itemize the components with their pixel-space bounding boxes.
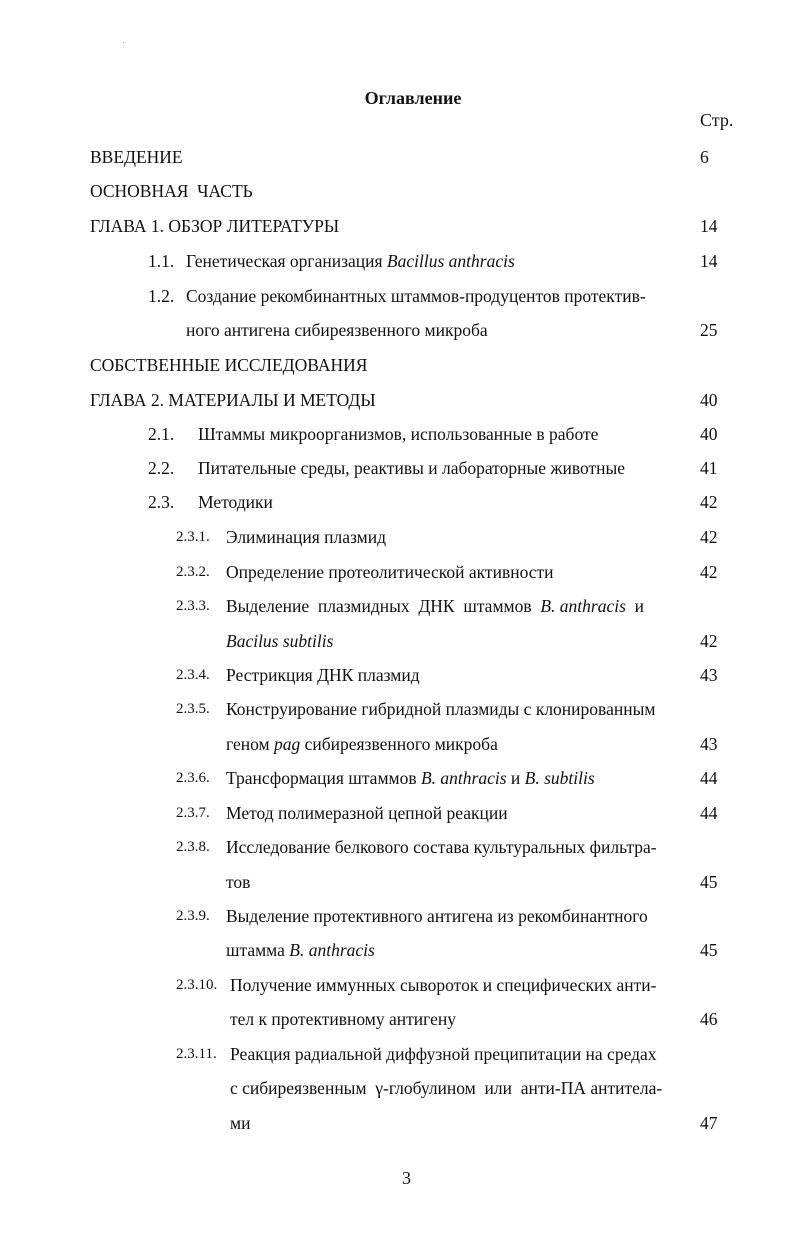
toc-entry-page: 40	[700, 424, 718, 444]
toc-entry-page: 41	[700, 458, 718, 478]
toc-entry-page: 40	[700, 390, 718, 410]
toc-entry-text: ОСНОВНАЯ ЧАСТЬ	[90, 181, 253, 201]
toc-entry-1-1[interactable]	[0, 244, 793, 278]
toc-entry-2-3-3-cont[interactable]	[0, 624, 793, 658]
text-part: Выделение плазмидных ДНК штаммов	[226, 596, 541, 616]
toc-entry-1-2-cont[interactable]	[0, 313, 793, 347]
toc-entry-page: 44	[700, 803, 718, 823]
toc-entry-number: 2.3.9.	[176, 908, 210, 924]
toc-entry-text-line-1: Конструирование гибридной плазмиды с клонированным	[226, 699, 656, 719]
toc-entry-page: 45	[700, 872, 718, 892]
toc-entry-2-3-7[interactable]	[0, 796, 793, 830]
toc-entry-number: 2.3.6.	[176, 770, 210, 786]
text-part: Трансформация штаммов	[226, 768, 421, 788]
toc-entry-2-3-1[interactable]	[0, 520, 793, 554]
toc-entry-text-line-1: Исследование белкового состава культуральных фильтра-	[226, 837, 657, 857]
toc-entry-2-3-11-cont-2[interactable]	[0, 1106, 793, 1140]
toc-entry-text-line-1: Реакция радиальной диффузной преципитации на средах	[230, 1044, 657, 1064]
toc-entry-page: 42	[700, 631, 718, 651]
italic-species-name: B. anthracis	[289, 940, 375, 960]
toc-entry-number: 2.3.2.	[176, 564, 210, 580]
toc-entry-2-3-9-cont[interactable]	[0, 933, 793, 967]
toc-entry-2-3-8[interactable]	[0, 830, 793, 864]
toc-entry-text-line-1: Создание рекомбинантных штаммов-продуцентов протектив-	[186, 286, 646, 306]
toc-section-main-part[interactable]	[0, 174, 793, 208]
text-part: и	[506, 768, 525, 788]
text-part: Генетическая организация	[186, 251, 387, 271]
toc-entry-page: 47	[700, 1113, 718, 1133]
toc-entry-page: 25	[700, 320, 718, 340]
toc-entry-number: 1.1.	[148, 251, 175, 271]
toc-entry-2-3-11-cont[interactable]	[0, 1071, 793, 1105]
toc-entry-number: 2.3.11.	[176, 1046, 217, 1062]
toc-entry-text: Метод полимеразной цепной реакции	[226, 803, 508, 823]
toc-entry-chapter-2[interactable]	[0, 383, 793, 417]
toc-entry-text	[226, 761, 595, 795]
toc-entry-2-3-5[interactable]	[0, 692, 793, 726]
footer-page-number: 3	[402, 1168, 411, 1188]
toc-entry-text-line-2	[226, 933, 375, 967]
toc-entry-page: 14	[700, 216, 718, 236]
toc-entry-number: 2.2.	[148, 458, 175, 478]
toc-entry-number: 2.3.	[148, 492, 175, 512]
toc-entry-page: 42	[700, 527, 718, 547]
italic-species-name: Bacilus subtilis	[226, 631, 334, 651]
toc-entry-text-line-1: Выделение протективного антигена из рекомбинантного	[226, 906, 648, 926]
italic-gene-name: pag	[273, 734, 301, 754]
toc-entry-number: 1.2.	[148, 286, 175, 306]
toc-section-own-research[interactable]	[0, 348, 793, 382]
toc-entry-number: 2.3.5.	[176, 701, 210, 717]
toc-entry-2-2[interactable]	[0, 451, 793, 485]
toc-entry-2-3-10[interactable]	[0, 968, 793, 1002]
toc-entry-text-line-1: Получение иммунных сывороток и специфических анти-	[230, 975, 657, 995]
toc-entry-2-3-10-cont[interactable]	[0, 1002, 793, 1036]
toc-entry-2-3-3[interactable]	[0, 589, 793, 623]
toc-entry-text-line-3: ми	[230, 1113, 251, 1133]
toc-entry-text-line-2: с сибиреязвенным γ-глобулином или анти-ПА антитела-	[230, 1078, 663, 1098]
toc-entry-page: 44	[700, 768, 718, 788]
toc-entry-text: ГЛАВА 1. ОБЗОР ЛИТЕРАТУРЫ	[90, 216, 340, 236]
text-part: и	[625, 596, 645, 616]
toc-entry-page: 14	[700, 251, 718, 271]
italic-species-name: B. anthracis	[420, 768, 507, 788]
toc-entry-number: 2.3.10.	[176, 977, 218, 993]
toc-entry-page: 42	[700, 562, 718, 582]
toc-entry-text: Определение протеолитической активности	[226, 562, 554, 582]
scan-speck	[123, 42, 124, 43]
toc-entry-page: 45	[700, 940, 718, 960]
toc-entry-introduction[interactable]	[0, 140, 793, 174]
toc-entry-text: Питательные среды, реактивы и лабораторные животные	[198, 458, 626, 478]
text-part: штамма	[226, 940, 290, 960]
toc-title: Оглавление	[364, 88, 462, 108]
italic-species-name: B. subtilis	[524, 768, 595, 788]
toc-entry-page: 46	[700, 1009, 718, 1029]
toc-entry-number: 2.3.7.	[176, 805, 210, 821]
toc-entry-2-3-8-cont[interactable]	[0, 865, 793, 899]
toc-entry-2-3-2[interactable]	[0, 555, 793, 589]
italic-species-name: Bacillus anthracis	[386, 251, 515, 271]
toc-entry-text: ГЛАВА 2. МАТЕРИАЛЫ И МЕТОДЫ	[90, 390, 376, 410]
toc-entry-text-line-2	[226, 727, 498, 761]
toc-entry-text-line-2	[226, 624, 333, 658]
toc-entry-text-line-2: ного антигена сибиреязвенного микроба	[186, 320, 488, 340]
italic-species-name: B. anthracis	[540, 596, 626, 616]
toc-entry-number: 2.1.	[148, 424, 175, 444]
toc-entry-number: 2.3.8.	[176, 839, 210, 855]
toc-entry-2-1[interactable]	[0, 417, 793, 451]
toc-entry-1-2[interactable]	[0, 279, 793, 313]
toc-entry-2-3-5-cont[interactable]	[0, 727, 793, 761]
toc-entry-text-line-2: тов	[226, 872, 251, 892]
toc-entry-page: 43	[700, 734, 718, 754]
toc-entry-page: 42	[700, 492, 718, 512]
toc-entry-text: Рестрикция ДНК плазмид	[226, 665, 420, 685]
toc-entry-text: Методики	[198, 492, 273, 512]
toc-entry-text: Элиминация плазмид	[226, 527, 387, 547]
page-column-header: Стр.	[700, 110, 734, 130]
toc-entry-number: 2.3.3.	[176, 598, 210, 614]
toc-entry-page: 6	[700, 147, 709, 167]
text-part: геном	[226, 734, 274, 754]
toc-entry-2-3-11[interactable]	[0, 1037, 793, 1071]
toc-entry-text: Штаммы микроорганизмов, использованные в работе	[198, 424, 599, 444]
toc-entry-2-3-4[interactable]	[0, 658, 793, 692]
toc-entry-text-line-1	[226, 589, 644, 623]
toc-entry-number: 2.3.1.	[176, 529, 210, 545]
toc-entry-text: СОБСТВЕННЫЕ ИССЛЕДОВАНИЯ	[90, 355, 368, 375]
toc-entry-2-3-6[interactable]	[0, 761, 793, 795]
toc-entry-text: ВВЕДЕНИЕ	[90, 147, 183, 167]
text-part: сибиреязвенного микроба	[300, 734, 498, 754]
toc-entry-2-3-9[interactable]	[0, 899, 793, 933]
toc-entry-chapter-1[interactable]	[0, 209, 793, 243]
toc-entry-page: 43	[700, 665, 718, 685]
toc-entry-text	[186, 244, 515, 278]
toc-entry-number: 2.3.4.	[176, 667, 210, 683]
toc-entry-2-3[interactable]	[0, 485, 793, 519]
toc-entry-text-line-2: тел к протективному антигену	[230, 1009, 456, 1029]
